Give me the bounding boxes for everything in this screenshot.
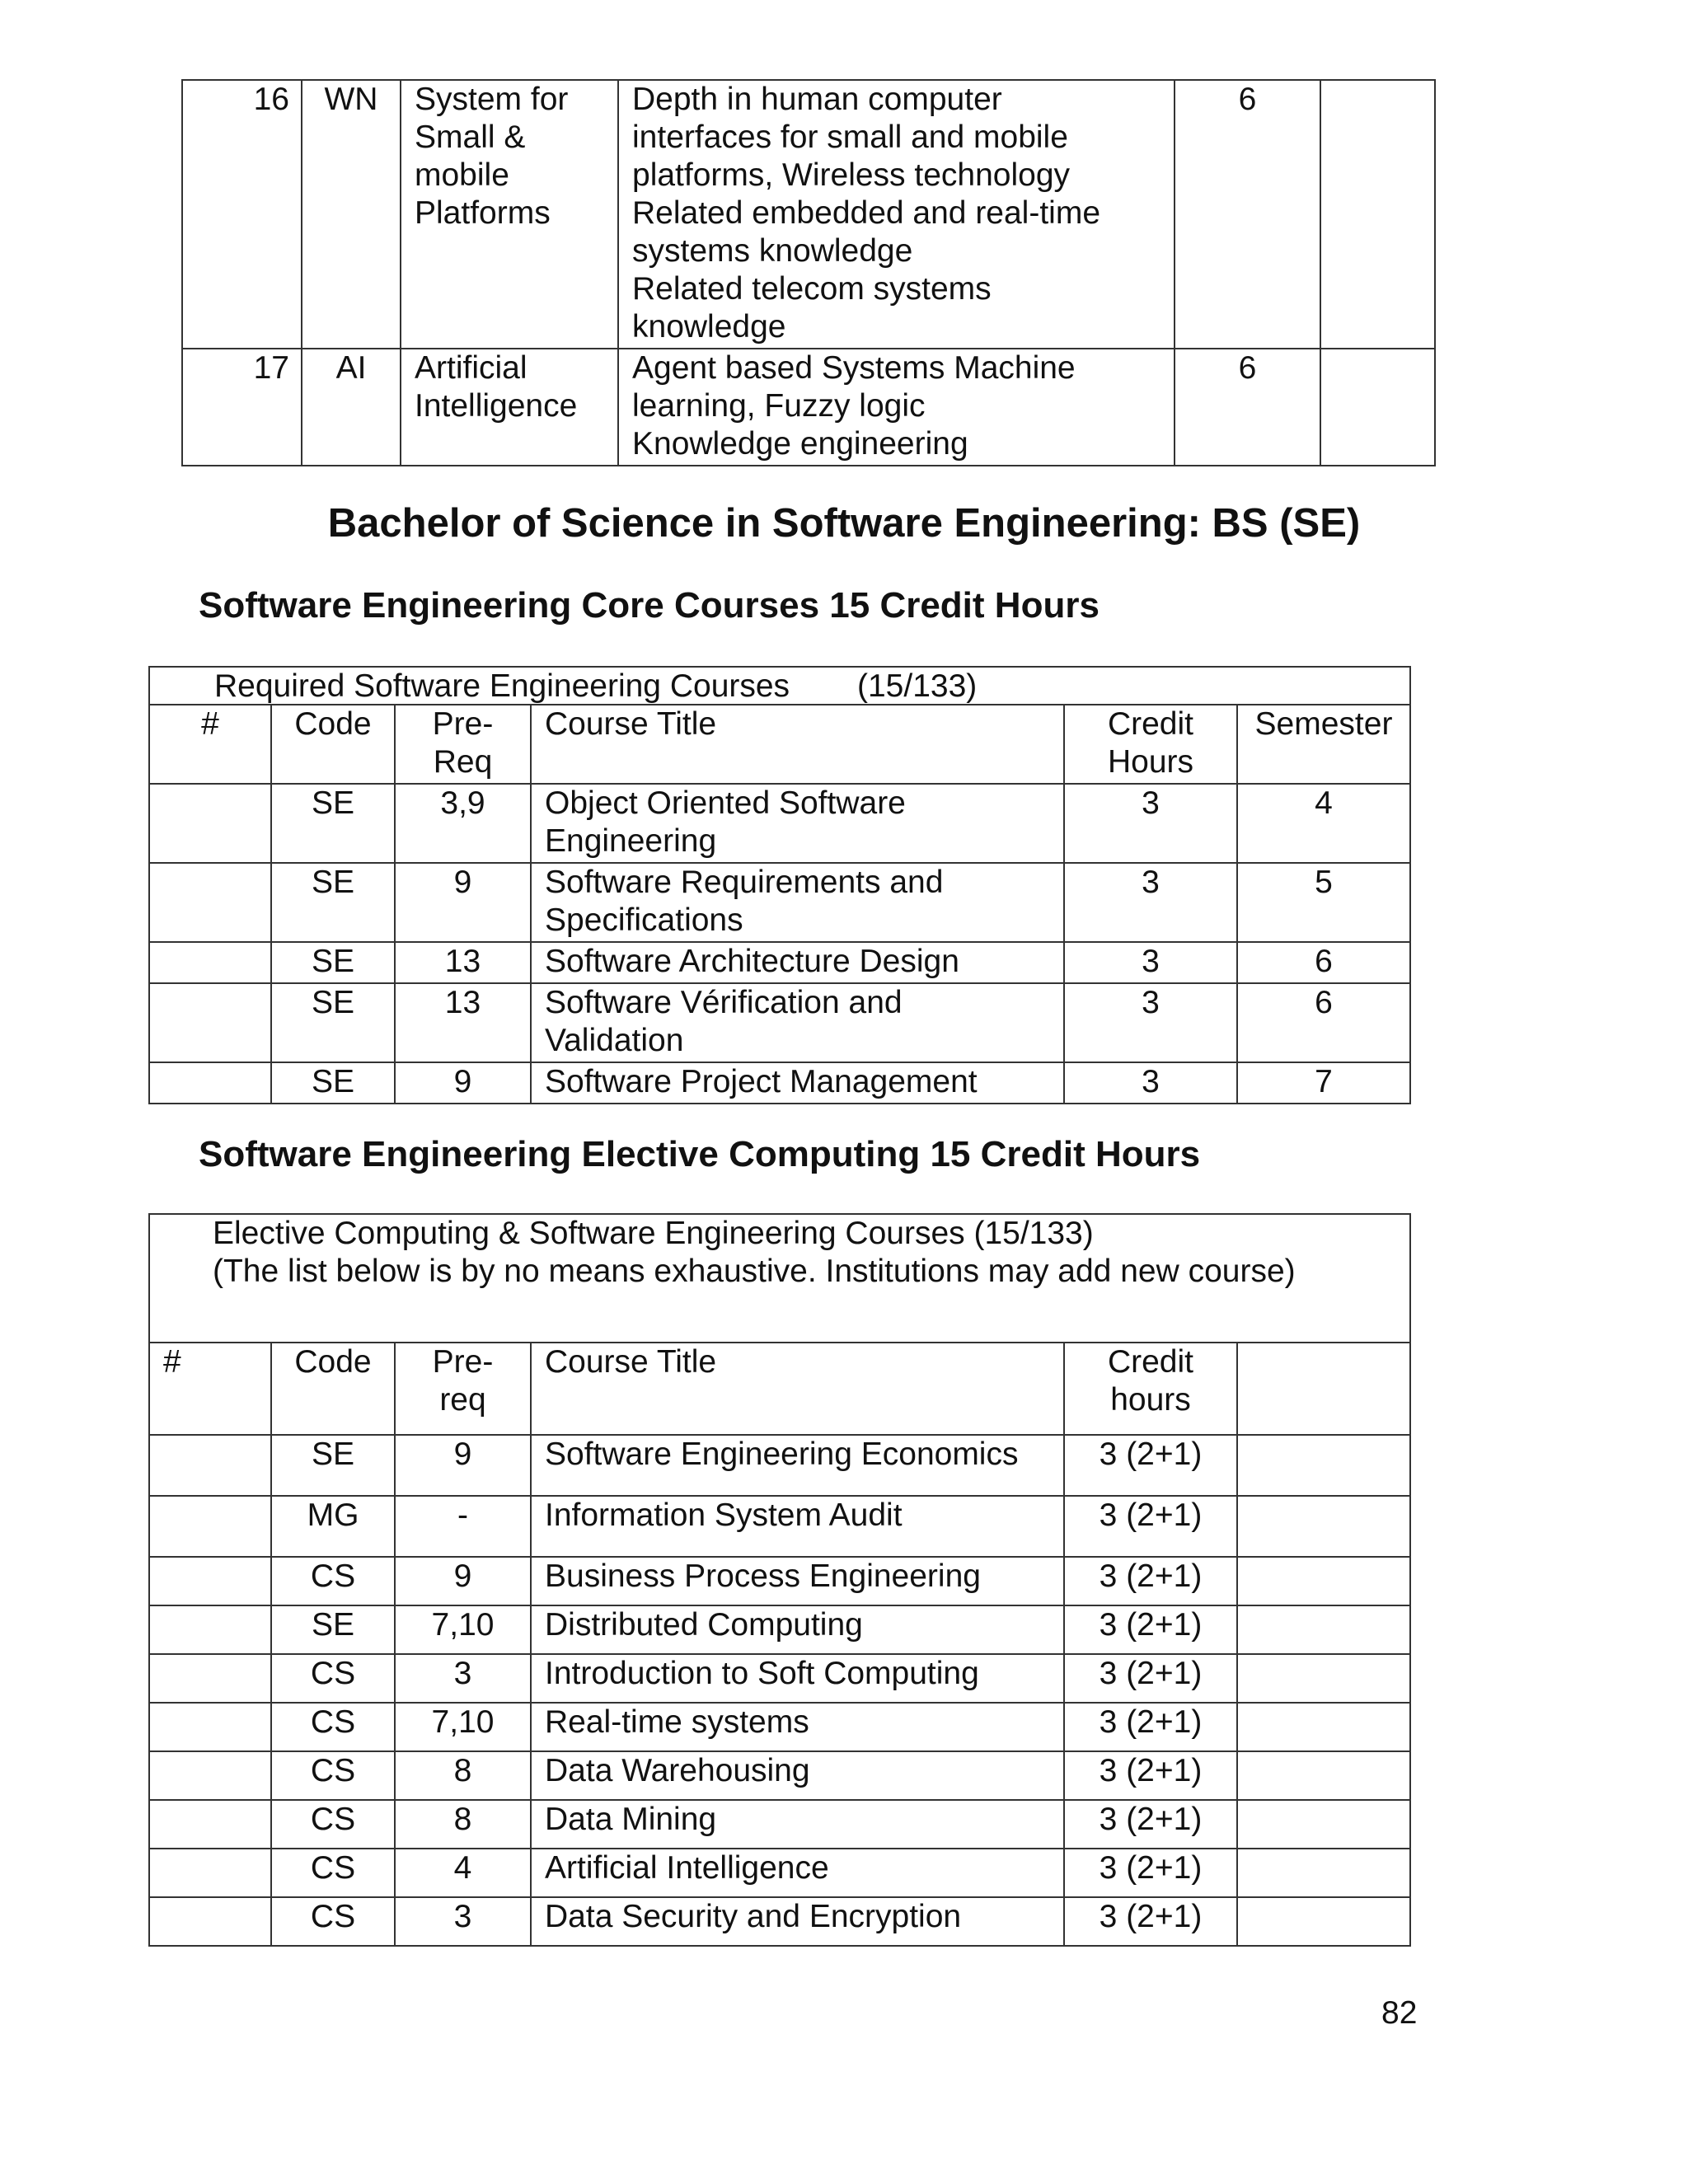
credit-hours: 3 (2+1) [1064, 1849, 1237, 1897]
course-code: WN [302, 80, 401, 349]
course-title: Software Architecture Design [531, 942, 1064, 983]
course-title: Information System Audit [531, 1496, 1064, 1557]
header-prereq: Pre- Req [395, 705, 531, 784]
course-prereq: 3 [395, 1654, 531, 1703]
course-code: AI [302, 349, 401, 466]
header-prereq: Pre- req [395, 1343, 531, 1435]
header-code: Code [271, 705, 395, 784]
table-row [149, 1605, 1410, 1654]
row-number [149, 1751, 271, 1800]
elective-courses-table [148, 1342, 1411, 1947]
course-prereq: 9 [395, 1435, 531, 1496]
course-code: SE [271, 1605, 395, 1654]
credit-hours: 3 [1064, 942, 1237, 983]
row-number [149, 1897, 271, 1946]
row-number [149, 1496, 271, 1557]
credit-hours: 3 (2+1) [1064, 1897, 1237, 1946]
extra-cell [1237, 1800, 1410, 1849]
table-row [149, 1496, 1410, 1557]
course-code: CS [271, 1751, 395, 1800]
page-number: 82 [1381, 1995, 1418, 2031]
row-number [149, 1849, 271, 1897]
extra-cell [1237, 1751, 1410, 1800]
course-title: Introduction to Soft Computing [531, 1654, 1064, 1703]
course-prereq: 9 [395, 863, 531, 942]
semester: 7 [1237, 1062, 1410, 1104]
course-description: Depth in human computer interfaces for small and mobile platforms, Wireless technology Related embedded and real-time systems knowledge Related telecom systems knowledge [618, 80, 1175, 349]
elective-courses-heading: Software Engineering Elective Computing 15 Credit Hours [199, 1134, 1201, 1174]
row-number [149, 1703, 271, 1751]
course-prereq: 13 [395, 983, 531, 1062]
row-number [149, 942, 271, 983]
table-row [149, 1703, 1410, 1751]
credit-hours: 3 (2+1) [1064, 1605, 1237, 1654]
header-credit-hours: Credit Hours [1064, 705, 1237, 784]
core-caption-count: (15/133) [857, 668, 978, 704]
course-code: CS [271, 1849, 395, 1897]
course-code: SE [271, 1435, 395, 1496]
credit-hours: 3 (2+1) [1064, 1496, 1237, 1557]
course-prereq: 3 [395, 1897, 531, 1946]
extra-cell [1237, 1496, 1410, 1557]
extra-cell [1237, 1897, 1410, 1946]
course-code: CS [271, 1703, 395, 1751]
course-code: SE [271, 863, 395, 942]
course-code: CS [271, 1557, 395, 1605]
course-code: SE [271, 942, 395, 983]
table-row [149, 942, 1410, 983]
course-title: Software Requirements and Specifications [531, 863, 1064, 942]
table-row [149, 1751, 1410, 1800]
extra-cell [1320, 349, 1435, 466]
credit-hours: 3 (2+1) [1064, 1800, 1237, 1849]
course-prereq: 4 [395, 1849, 531, 1897]
course-prereq: 13 [395, 942, 531, 983]
course-code: SE [271, 1062, 395, 1104]
semester: 4 [1237, 784, 1410, 863]
row-number [149, 983, 271, 1062]
credit-hours: 3 (2+1) [1064, 1751, 1237, 1800]
table-row [149, 1849, 1410, 1897]
course-prereq: 3,9 [395, 784, 531, 863]
course-title: Software Engineering Economics [531, 1435, 1064, 1496]
course-description: Agent based Systems Machine learning, Fuzzy logic Knowledge engineering [618, 349, 1175, 466]
course-prereq: 9 [395, 1557, 531, 1605]
core-caption-label: Required Software Engineering Courses [214, 668, 790, 704]
row-number [149, 1062, 271, 1104]
semester: 5 [1237, 863, 1410, 942]
course-prereq: 8 [395, 1800, 531, 1849]
header-credit-hours: Credit hours [1064, 1343, 1237, 1435]
header-number: # [149, 1343, 271, 1435]
extra-cell [1320, 80, 1435, 349]
extra-cell [1237, 1557, 1410, 1605]
row-number [149, 1605, 271, 1654]
core-courses-heading: Software Engineering Core Courses 15 Credit Hours [199, 585, 1100, 626]
course-title: Data Security and Encryption [531, 1897, 1064, 1946]
course-title: Artificial Intelligence [401, 349, 618, 466]
header-extra [1237, 1343, 1410, 1435]
credit-hours: 3 (2+1) [1064, 1557, 1237, 1605]
course-title: System for Small & mobile Platforms [401, 80, 618, 349]
table-header-row [149, 705, 1410, 784]
row-number: 16 [182, 80, 302, 349]
table-row [149, 863, 1410, 942]
header-semester: Semester [1237, 705, 1410, 784]
course-prereq: 7,10 [395, 1703, 531, 1751]
semester: 6 [1237, 942, 1410, 983]
table-row [182, 349, 1435, 466]
course-prereq: 9 [395, 1062, 531, 1104]
course-title: Real-time systems [531, 1703, 1064, 1751]
table-row [149, 1062, 1410, 1104]
elective-caption-line1: Elective Computing & Software Engineering Courses (15/133) [213, 1216, 1094, 1251]
row-number [149, 1654, 271, 1703]
core-courses-table [148, 704, 1411, 1104]
table-row [149, 1435, 1410, 1496]
elective-table-caption [148, 1213, 1411, 1343]
extra-cell [1237, 1849, 1410, 1897]
row-number [149, 1435, 271, 1496]
elective-caption-line2: (The list below is by no means exhaustive. Institutions may add new course) [213, 1254, 1296, 1289]
course-prereq: 8 [395, 1751, 531, 1800]
course-prereq: - [395, 1496, 531, 1557]
course-title: Artificial Intelligence [531, 1849, 1064, 1897]
row-number [149, 863, 271, 942]
course-code: MG [271, 1496, 395, 1557]
course-code: CS [271, 1654, 395, 1703]
core-table-caption [148, 666, 1411, 704]
credit-hours: 3 (2+1) [1064, 1703, 1237, 1751]
table-row [182, 80, 1435, 349]
course-title: Business Process Engineering [531, 1557, 1064, 1605]
row-number [149, 784, 271, 863]
course-title: Distributed Computing [531, 1605, 1064, 1654]
credit-hours: 3 [1064, 863, 1237, 942]
row-number [149, 1557, 271, 1605]
credit-hours: 6 [1175, 80, 1320, 349]
header-course-title: Course Title [531, 705, 1064, 784]
extra-cell [1237, 1435, 1410, 1496]
credit-hours: 3 [1064, 784, 1237, 863]
table-row [149, 1897, 1410, 1946]
table-row [149, 784, 1410, 863]
header-number: # [149, 705, 271, 784]
continuation-table [181, 79, 1436, 466]
credit-hours: 3 [1064, 1062, 1237, 1104]
credit-hours: 6 [1175, 349, 1320, 466]
row-number [149, 1800, 271, 1849]
credit-hours: 3 (2+1) [1064, 1654, 1237, 1703]
course-title: Object Oriented Software Engineering [531, 784, 1064, 863]
table-header-row [149, 1343, 1410, 1435]
course-title: Software Vérification and Validation [531, 983, 1064, 1062]
extra-cell [1237, 1703, 1410, 1751]
course-code: CS [271, 1897, 395, 1946]
table-row [149, 1557, 1410, 1605]
course-code: SE [271, 784, 395, 863]
extra-cell [1237, 1605, 1410, 1654]
table-row [149, 983, 1410, 1062]
course-code: CS [271, 1800, 395, 1849]
row-number: 17 [182, 349, 302, 466]
extra-cell [1237, 1654, 1410, 1703]
course-title: Software Project Management [531, 1062, 1064, 1104]
course-title: Data Warehousing [531, 1751, 1064, 1800]
header-course-title: Course Title [531, 1343, 1064, 1435]
semester: 6 [1237, 983, 1410, 1062]
page-title: Bachelor of Science in Software Engineering: BS (SE) [327, 501, 1361, 546]
credit-hours: 3 (2+1) [1064, 1435, 1237, 1496]
credit-hours: 3 [1064, 983, 1237, 1062]
table-row [149, 1800, 1410, 1849]
table-row [149, 1654, 1410, 1703]
course-title: Data Mining [531, 1800, 1064, 1849]
course-code: SE [271, 983, 395, 1062]
course-prereq: 7,10 [395, 1605, 531, 1654]
header-code: Code [271, 1343, 395, 1435]
